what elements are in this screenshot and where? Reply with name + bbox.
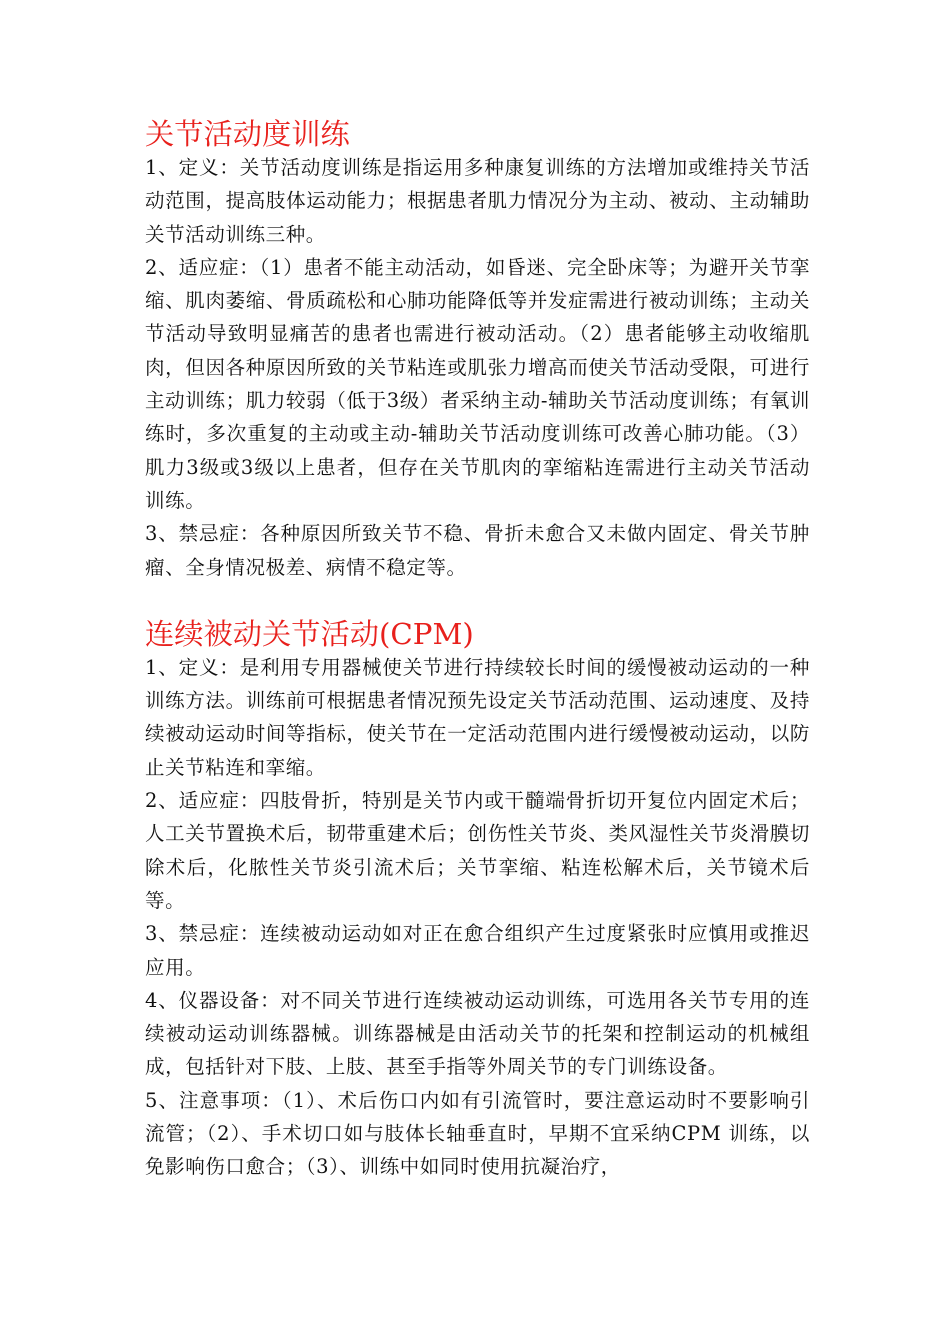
section-title-cpm: 连续被动关节活动(CPM) (145, 616, 474, 651)
rom-contraindications-paragraph: 3、禁忌症：各种原因所致关节不稳、骨折未愈合又未做内固定、骨关节肿瘤、全身情况极差、病情不稳定等。 (145, 522, 810, 579)
cpm-precautions-paragraph: 5、注意事项：（1）、术后伤口内如有引流管时，要注意运动时不要影响引流管；（2）、手术切口如与肢体长轴垂直时，早期不宜采纳CPM 训练，以免影响伤口愈合；（3）、训练中如同时使用抗凝治疗， (145, 1088, 810, 1179)
document-page (145, 118, 810, 1184)
cpm-definition-paragraph: 1、定义：是利用专用器械使关节进行持续较长时间的缓慢被动运动的一种训练方法。训练前可根据患者情况预先设定关节活动范围、运动速度、及持续被动运动时间等指标，使关节在一定活动范围内进行缓慢被动运动，以防止关节粘连和挛缩。 (145, 655, 810, 779)
section-title-rom-training: 关节活动度训练 (145, 117, 350, 151)
cpm-indications-paragraph: 2、适应症：四肢骨折，特别是关节内或干髓端骨折切开复位内固定术后；人工关节置换术后，韧带重建术后；创伤性关节炎、类风湿性关节炎滑膜切除术后，化脓性关节炎引流术后；关节挛缩、粘连松解术后，关节镜术后等。 (145, 789, 810, 912)
cpm-contraindications-paragraph: 3、禁忌症：连续被动运动如对正在愈合组织产生过度紧张时应慎用或推迟应用。 (145, 922, 810, 979)
cpm-equipment-paragraph: 4、仪器设备：对不同关节进行连续被动运动训练，可选用各关节专用的连续被动运动训练器械。训练器械是由活动关节的托架和控制运动的机械组成，包括针对下肢、上肢、甚至手指等外周关节的专门训练设备。 (145, 988, 810, 1079)
section-spacer (145, 584, 810, 618)
rom-indications-paragraph: 2、适应症：（1）患者不能主动活动，如昏迷、完全卧床等；为避开关节挛缩、肌肉萎缩、骨质疏松和心肺功能降低等并发症需进行被动训练；主动关节活动导致明显痛苦的患者也需进行被动活动。（2）患者能够主动收缩肌肉，但因各种原因所致的关节粘连或肌张力增高而使关节活动受限，可进行主动训练；肌力较弱（低于3级）者采纳主动-辅助关节活动度训练；有氧训练时，多次重复的主动或主动-辅助关节活动度训练可改善心肺功能。（3）肌力3级或3级以上患者，但存在关节肌肉的挛缩粘连需进行主动关节活动训练。 (145, 255, 810, 512)
rom-definition-paragraph: 1、定义：关节活动度训练是指运用多种康复训练的方法增加或维持关节活动范围，提高肢体运动能力；根据患者肌力情况分为主动、被动、主动辅助关节活动训练三种。 (145, 156, 810, 246)
